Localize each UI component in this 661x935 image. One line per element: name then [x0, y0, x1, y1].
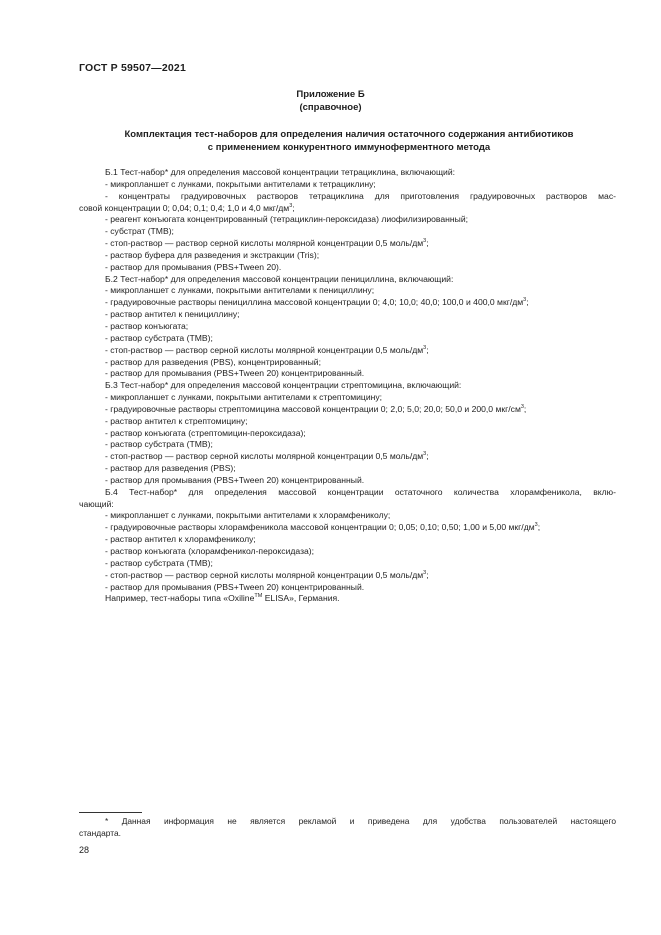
list-item: - градуировочные растворы хлорамфеникола массовой концентрации 0; 0,05; 0,10; 0,50; 1,00 и 5,00 мкг/$дм^3$;	[105, 522, 541, 533]
list-item: - стоп-раствор — раствор серной кислоты молярной концентрации 0,5 моль/$дм^3$;	[105, 238, 429, 249]
list-item: - раствор для разведения (PBS);	[105, 463, 236, 474]
list-item: - микропланшет с лунками, покрытыми антителами к стрептомицину;	[105, 392, 383, 403]
list-item: - раствор конъюгата (стрептомицин-пероксидаза);	[105, 427, 306, 438]
appendix-heading-line-1: Комплектация тест-наборов для определения наличия остаточного содержания антибиотиков	[124, 129, 574, 140]
list-item: - субстрат (TMB);	[105, 226, 174, 237]
section-b4-intro-continuation: чающий:	[79, 498, 114, 509]
section-b2-intro: Б.2 Тест-набор* для определения массовой концентрации пенициллина, включающий:	[105, 273, 454, 284]
section-b1-intro: Б.1 Тест-набор* для определения массовой концентрации тетрациклина, включающий:	[105, 167, 456, 177]
list-item: - раствор субстрата (TMB);	[105, 557, 213, 568]
list-item: - раствор буфера для разведения и экстракции (Tris);	[105, 249, 320, 260]
page-number: 28	[79, 845, 90, 855]
list-item: - раствор конъюгата;	[105, 320, 189, 331]
appendix-subtitle: (справочное)	[299, 102, 362, 113]
list-item: - раствор субстрата (TMB);	[105, 439, 213, 450]
footnote	[79, 816, 616, 839]
list-item: - градуировочные растворы стрептомицина массовой концентрации 0; 2,0; 5,0; 20,0; 50,0 и 200,0 мкг/$см^3$;	[105, 403, 527, 414]
list-item: - раствор для промывания (PBS+Tween 20) концентрированный.	[105, 368, 365, 379]
list-item: - градуировочные растворы пенициллина массовой концентрации 0; 4,0; 10,0; 40,0; 100,0 и 400,0 мкг/$дм^3$;	[105, 297, 529, 308]
list-item: - стоп-раствор — раствор серной кислоты молярной концентрации 0,5 моль/$дм^3$;	[105, 569, 429, 580]
appendix-body	[79, 167, 616, 605]
list-item-continuation: совой концентрации 0; 0,04; 0,1; 0,4; 1,0 и 4,0 мкг/$дм^3$;	[79, 202, 295, 213]
appendix-heading	[79, 128, 619, 154]
list-item: - раствор для промывания (PBS+Tween 20).	[105, 261, 282, 272]
list-item: - раствор антител к стрептомицину;	[105, 415, 248, 426]
footnote-line-2: стандарта.	[79, 827, 121, 838]
list-item: - стоп-раствор — раствор серной кислоты молярной концентрации 0,5 моль/$дм^3$;	[105, 344, 429, 355]
list-item: - стоп-раствор — раствор серной кислоты молярной концентрации 0,5 моль/$дм^3$;	[105, 451, 429, 462]
list-item: - раствор антител к пенициллину;	[105, 309, 240, 320]
list-item: - раствор антител к хлорамфениколу;	[105, 534, 256, 545]
example-note: Например, тест-наборы типа «Oxiline™ ELISA», Германия.	[105, 593, 340, 604]
appendix-heading-line-2: с применением конкурентного иммуноферментного метода	[207, 142, 491, 153]
list-item: - раствор для промывания (PBS+Tween 20) концентрированный.	[105, 474, 365, 485]
list-item: - микропланшет с лунками, покрытыми антителами к пенициллину;	[105, 285, 375, 296]
list-item: - раствор для разведения (PBS), концентрированный;	[105, 356, 321, 367]
standard-number: ГОСТ Р 59507—2021	[79, 62, 187, 74]
list-item: - раствор конъюгата (хлорамфеникол-пероксидаза);	[105, 546, 315, 556]
list-item: - раствор субстрата (TMB);	[105, 332, 213, 343]
list-item: - реагент конъюгата концентрированный (тетрациклин-пероксидаза) лиофилизированный;	[105, 214, 469, 225]
footnote-line-1: * Данная информация не является рекламой и приведена для удобства пользователей настоящего	[105, 816, 616, 826]
list-item: - концентраты градуировочных растворов тетрациклина для приготовления градуировочных растворов мас-	[105, 190, 616, 201]
list-item: - микропланшет с лунками, покрытыми антителами к тетрациклину;	[105, 178, 376, 189]
footnote-divider	[79, 812, 142, 813]
section-b3-intro: Б.3 Тест-набор* для определения массовой концентрации стрептомицина, включающий:	[105, 380, 462, 391]
list-item: - микропланшет с лунками, покрытыми антителами к хлорамфениколу;	[105, 510, 391, 521]
section-b4-intro: Б.4 Тест-набор* для определения массовой концентрации остаточного количества хлорамфеникола, вклю-	[105, 486, 616, 497]
appendix-title: Приложение Б	[296, 89, 365, 100]
list-item: - раствор для промывания (PBS+Tween 20) концентрированный.	[105, 581, 365, 592]
